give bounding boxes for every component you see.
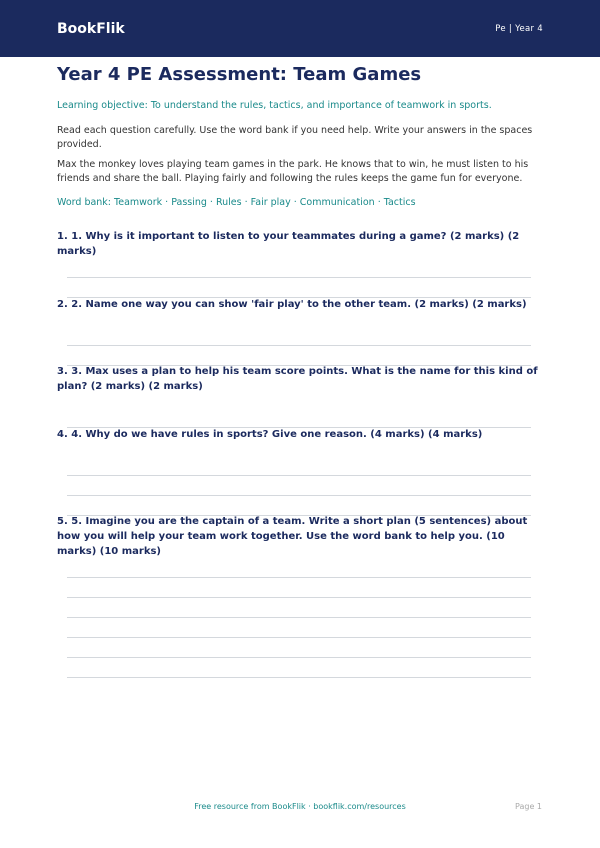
- answer-line[interactable]: [67, 617, 531, 618]
- question-5: 5. 5. Imagine you are the captain of a team. Write a short plan (5 sentences) about how you will help your team work together. Use the word bank to help you. (10 marks) (10 marks): [57, 516, 528, 557]
- instructions-text: Read each question carefully. Use the word bank if you need help. Write your answers in the spaces provided.: [57, 125, 533, 150]
- answer-line[interactable]: [67, 637, 531, 638]
- question-2: 2. 2. Name one way you can show 'fair play' to the other team. (2 marks) (2 marks): [57, 299, 527, 310]
- answer-line[interactable]: [67, 277, 531, 278]
- answer-line[interactable]: [67, 495, 531, 496]
- answer-line[interactable]: [67, 677, 531, 678]
- question-4: 4. 4. Why do we have rules in sports? Give one reason. (4 marks) (4 marks): [57, 429, 483, 440]
- answer-line[interactable]: [67, 597, 531, 598]
- question-3: 3. 3. Max uses a plan to help his team score points. What is the name for this kind of plan? (2 marks) (2 marks): [57, 366, 538, 392]
- page-header: [0, 0, 600, 57]
- word-bank: Word bank: Teamwork · Passing · Rules · Fair play · Communication · Tactics: [57, 197, 416, 208]
- answer-line[interactable]: [67, 577, 531, 578]
- answer-line[interactable]: [67, 345, 531, 346]
- learning-objective: Learning objective: To understand the rules, tactics, and importance of teamwork in sports.: [57, 100, 492, 111]
- brand-logo[interactable]: BookFlik: [57, 20, 125, 37]
- page-number: Page 1: [515, 802, 542, 811]
- subject-year-label: Pe | Year 4: [495, 23, 543, 34]
- question-1: 1. 1. Why is it important to listen to your teammates during a game? (2 marks) (2 marks): [57, 231, 520, 257]
- answer-line[interactable]: [67, 657, 531, 658]
- page-title: Year 4 PE Assessment: Team Games: [57, 64, 422, 85]
- story-text: Max the monkey loves playing team games in the park. He knows that to win, he must listen to his friends and share the ball. Playing fairly and following the rules keeps the game fun for everyone.: [57, 159, 529, 184]
- footer-credit[interactable]: Free resource from BookFlik · bookflik.com/resources: [194, 802, 406, 811]
- answer-line[interactable]: [67, 475, 531, 476]
